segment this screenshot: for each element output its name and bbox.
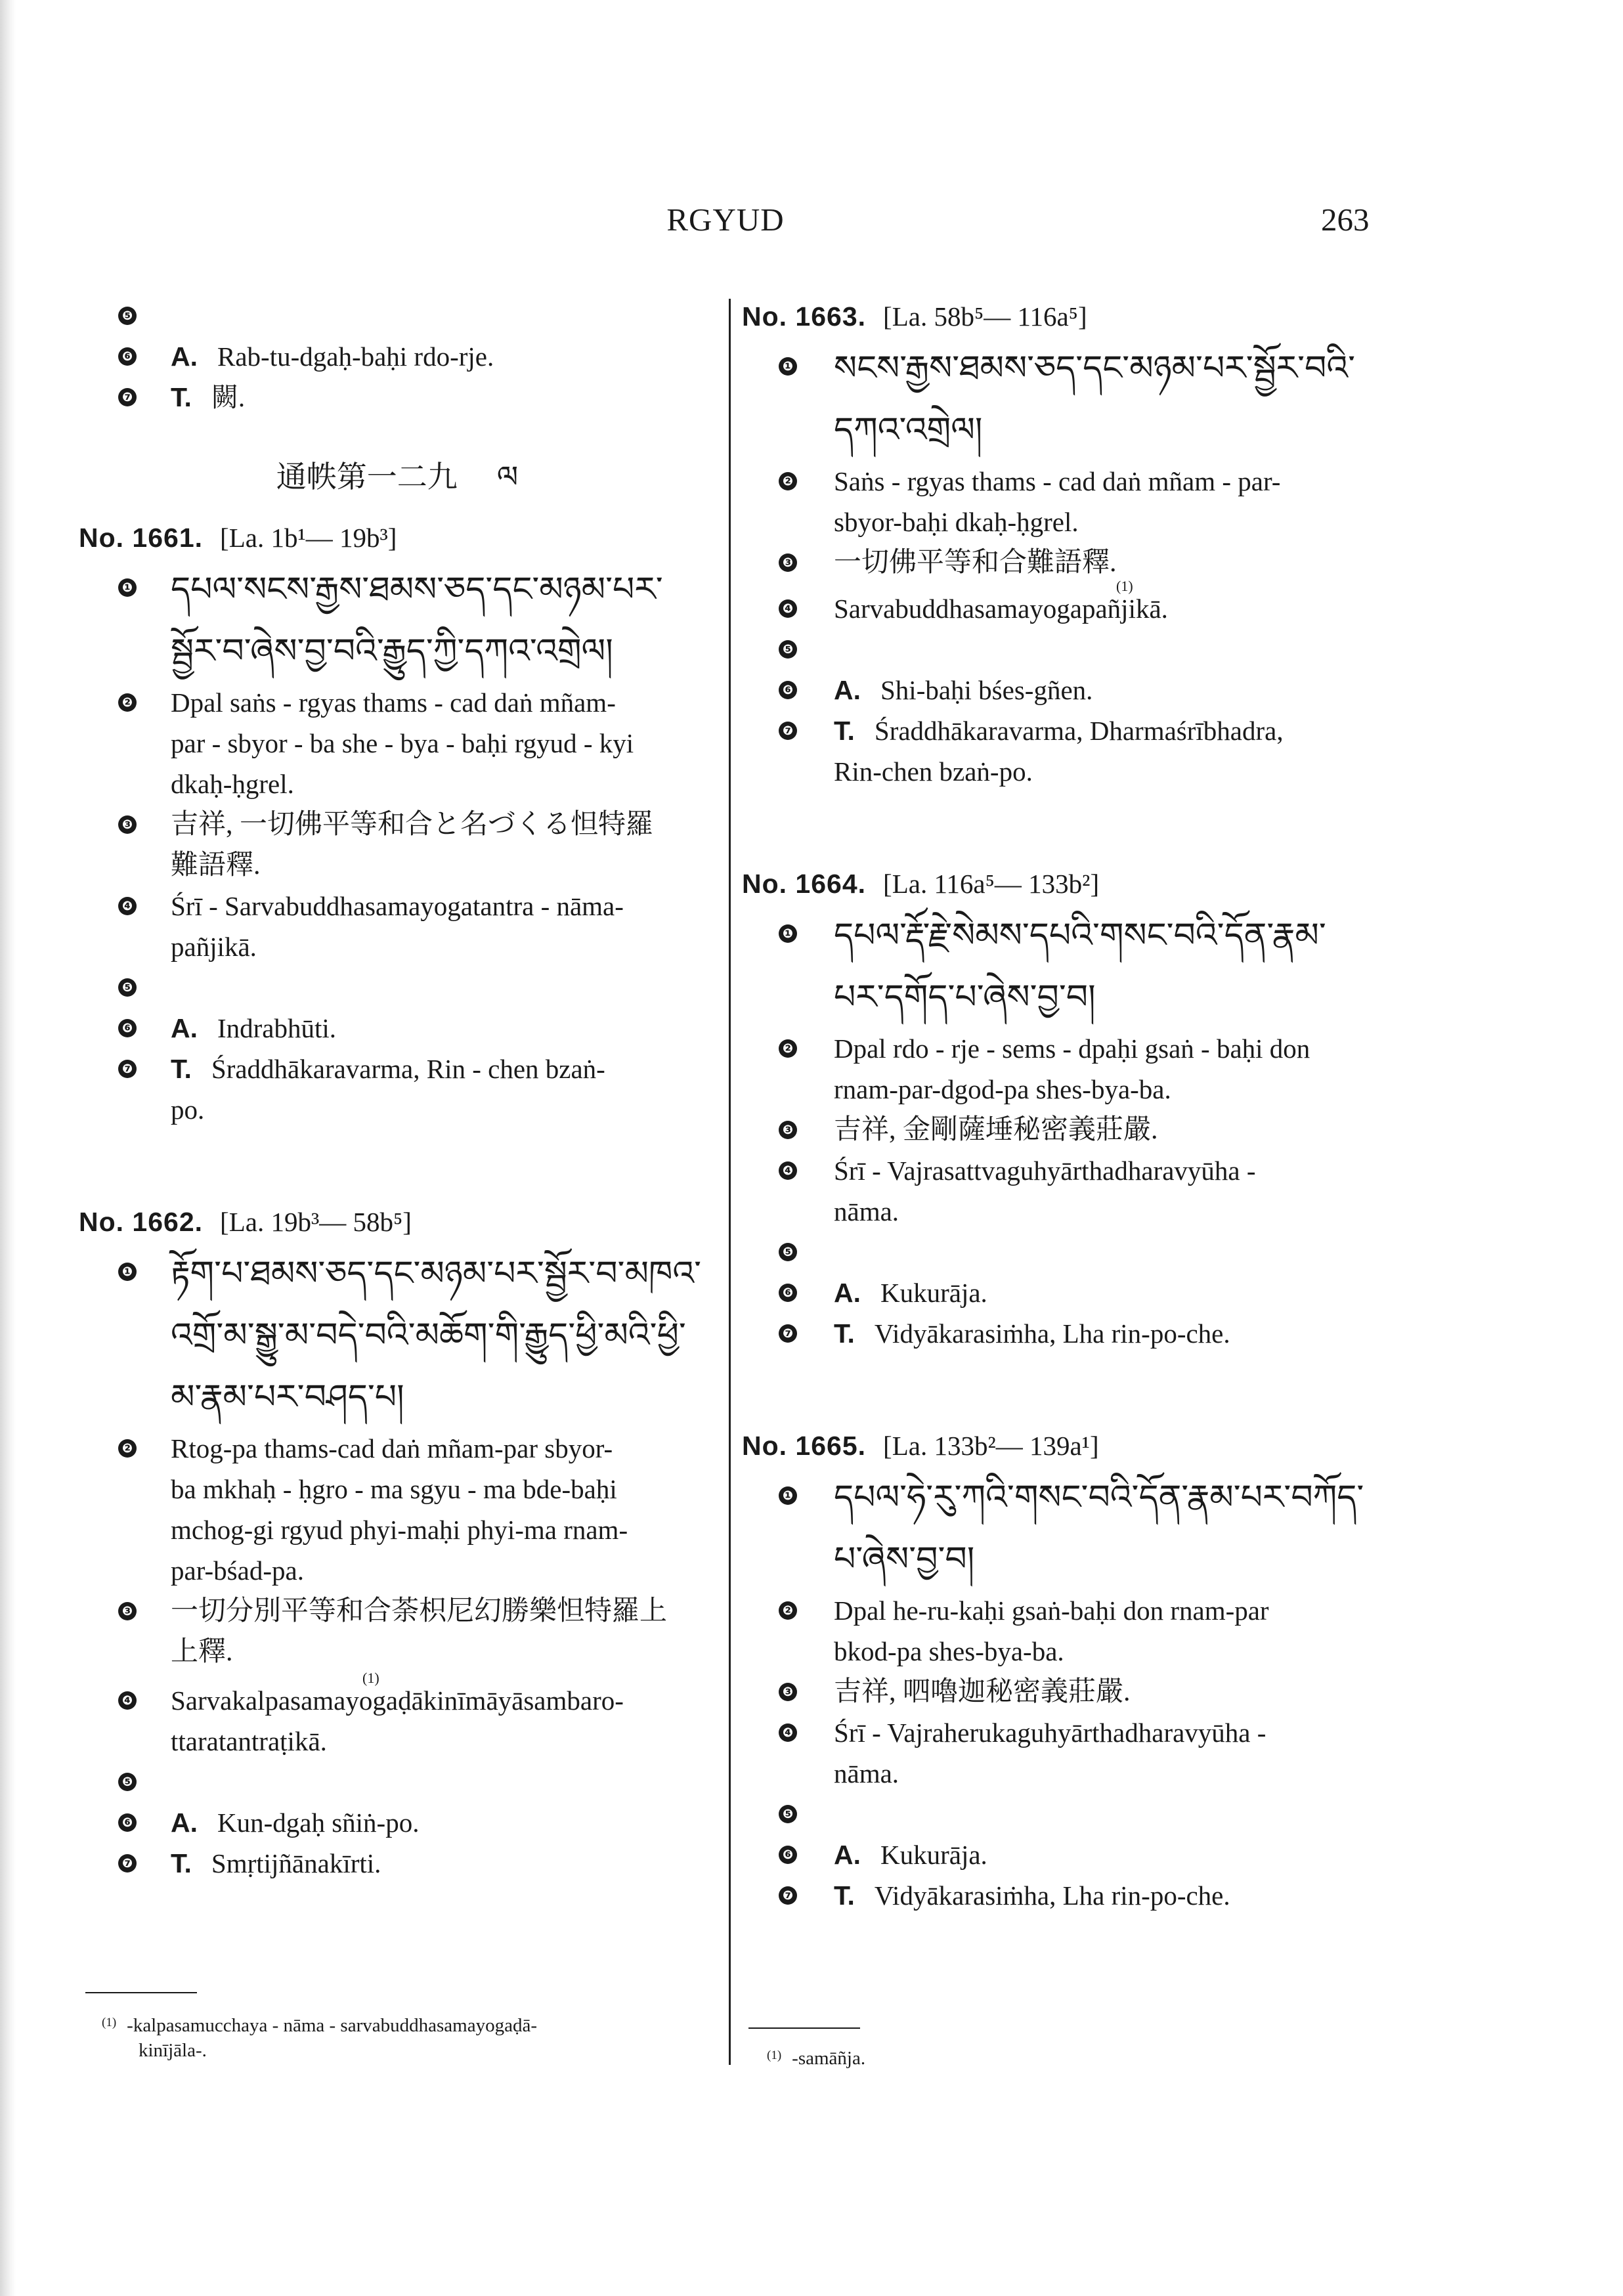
entry-1661-sanskrit: ❹ Śrī - Sarvabuddhasamayogatantra - nāma- pañjikā. xyxy=(79,886,716,967)
entry-1662-translators: ❼ T. Smṛtijñānakīrti. xyxy=(79,1843,716,1884)
entry-1662-author: ❻ A. Kun-dgaḥ sñiṅ-po. xyxy=(79,1802,716,1843)
entry-1662-transliteration: ❷ Rtog-pa thams-cad daṅ mñam-par sbyor- ba mkhaḥ - ḥgro - ma sgyu - ma bde-baḥi mchog-gi rgyud phyi-maḥi phyi-ma rnam- par-bśad-pa. xyxy=(79,1428,716,1591)
section-title: 通帙第一二九 ལ xyxy=(276,459,519,494)
entry-1662-tibetan: ❶ རྟོག་པ་ཐམས་ཅད་དང་མཉམ་པར་སྦྱོར་བ་མཁའ་ འགྲོ་མ་སྒྱུ་མ་བདེ་བའི་མཆོག་གི་རྒྱུད་ཕྱི་མའི་ཕྱི་ མ་རྣམ་པར་བཤད་པ། xyxy=(79,1243,716,1428)
left-column xyxy=(79,295,716,1884)
entry-1665-sanskrit: ❹ Śrī - Vajraherukaguhyārthadharavyūha - nāma. xyxy=(742,1712,1385,1794)
entry-1661-chinese: ❸ 吉祥, 一切佛平等和合と名づくる怛特羅 難語釋. xyxy=(79,804,716,886)
entry-1662-chinese: ❸ 一切分別平等和合荼枳尼幻勝樂怛特羅上 上釋. xyxy=(79,1591,716,1672)
entry-1664-transliteration: ❷ Dpal rdo - rje - sems - dpaḥi gsaṅ - baḥi don rnam-par-dgod-pa shes-bya-ba. xyxy=(742,1028,1385,1110)
field-author: ❻ A. Rab-tu-dgaḥ-baḥi rdo-rje. xyxy=(79,336,716,377)
field-translator: ❼ T. 闕. xyxy=(79,377,716,418)
right-column xyxy=(742,295,1385,1916)
entry-1661-heading: No. 1661. [La. 1b¹— 19b³] xyxy=(79,523,397,553)
entry-1662-field-5: ❺ xyxy=(79,1762,716,1802)
entry-1664-tibetan: ❶ དཔལ་རྡོ་རྗེ་སེམས་དཔའི་གསང་བའི་དོན་རྣམ་ པར་དགོད་པ་ཞེས་བྱ་བ། xyxy=(742,905,1385,1028)
entry-1664-field-5: ❺ xyxy=(742,1232,1385,1272)
entry-1664-sanskrit: ❹ Śrī - Vajrasattvaguhyārthadharavyūha - nāma. xyxy=(742,1150,1385,1232)
footnote-rule xyxy=(85,1992,197,1993)
entry-1665-author: ❻ A. Kukurāja. xyxy=(742,1834,1385,1875)
entry-1665-heading: No. 1665. [La. 133b²— 139a¹] xyxy=(742,1431,1099,1461)
entry-1661-transliteration: ❷ Dpal saṅs - rgyas thams - cad daṅ mñam- par - sbyor - ba she - bya - baḥi rgyud - kyi dkaḥ-ḥgrel. xyxy=(79,682,716,804)
entry-1663-field-5: ❺ xyxy=(742,629,1385,670)
footnote-rule xyxy=(748,2027,860,2029)
entry-1665-chinese: ❸ 吉祥, 呬嚕迦秘密義莊嚴. xyxy=(742,1672,1385,1712)
entry-1663-translators: ❼ T. Śraddhākaravarma, Dharmaśrībhadra, Rin-chen bzaṅ-po. xyxy=(742,710,1385,792)
scan-edge xyxy=(0,0,16,2296)
entry-1663-sanskrit: ❹ (1) Sarvabuddhasamayogapañjikā. xyxy=(742,588,1385,629)
entry-1665-tibetan: ❶ དཔལ་ཧེ་རུ་ཀའི་གསང་བའི་དོན་རྣམ་པར་བཀོད་ པ་ཞེས་བྱ་བ། xyxy=(742,1467,1385,1590)
entry-1664-translators: ❼ T. Vidyākarasiṁha, Lha rin-po-che. xyxy=(742,1313,1385,1354)
footnote-ref: (1) xyxy=(1116,578,1133,594)
entry-1663-transliteration: ❷ Saṅs - rgyas thams - cad daṅ mñam - par- sbyor-baḥi dkaḥ-ḥgrel. xyxy=(742,461,1385,542)
entry-1662-heading: No. 1662. [La. 19b³— 58b⁵] xyxy=(79,1207,412,1237)
entry-1661-author: ❻ A. Indrabhūti. xyxy=(79,1008,716,1049)
entry-1663-heading: No. 1663. [La. 58b⁵— 116a⁵] xyxy=(742,301,1087,332)
entry-1664-author: ❻ A. Kukurāja. xyxy=(742,1272,1385,1313)
entry-1663-tibetan: ❶ སངས་རྒྱས་ཐམས་ཅད་དང་མཉམ་པར་སྦྱོར་བའི་ དཀའ་འགྲེལ། xyxy=(742,337,1385,461)
running-title: RGYUD xyxy=(666,202,785,238)
page-number: 263 xyxy=(1321,202,1370,238)
entry-1661-translators: ❼ T. Śraddhākaravarma, Rin - chen bzaṅ- po. xyxy=(79,1049,716,1130)
entry-1664-heading: No. 1664. [La. 116a⁵— 133b²] xyxy=(742,869,1100,899)
entry-1665-translators: ❼ T. Vidyākarasiṁha, Lha rin-po-che. xyxy=(742,1875,1385,1916)
entry-1663-chinese: ❸ 一切佛平等和合難語釋. xyxy=(742,542,1385,583)
footnote-left: $^{(1)}$ -kalpasamucchaya - nāma - sarvabuddhasamayogaḍā- kinījāla-. xyxy=(102,2015,537,2061)
footnote-ref: (1) xyxy=(362,1670,379,1686)
footnote-right: $^{(1)}$ -samāñja. xyxy=(767,2048,866,2069)
entry-1665-field-5: ❺ xyxy=(742,1794,1385,1834)
column-divider xyxy=(729,299,731,2065)
entry-1661-tibetan: ❶ དཔལ་སངས་རྒྱས་ཐམས་ཅད་དང་མཉམ་པར་ སྦྱོར་བ་ཞེས་བྱ་བའི་རྒྱུད་ཀྱི་དཀའ་འགྲེལ། xyxy=(79,559,716,682)
entry-1663-author: ❻ A. Shi-baḥi bśes-gñen. xyxy=(742,670,1385,710)
entry-1661-field-5: ❺ xyxy=(79,967,716,1008)
field-5: ❺ xyxy=(79,295,716,336)
entry-1664-chinese: ❸ 吉祥, 金剛薩埵秘密義莊嚴. xyxy=(742,1110,1385,1150)
entry-1662-sanskrit: ❹ (1) Sarvakalpasamayogaḍākinīmāyāsambaro- ttaratantraṭikā. xyxy=(79,1680,716,1762)
entry-1665-transliteration: ❷ Dpal he-ru-kaḥi gsaṅ-baḥi don rnam-par bkod-pa shes-bya-ba. xyxy=(742,1590,1385,1672)
